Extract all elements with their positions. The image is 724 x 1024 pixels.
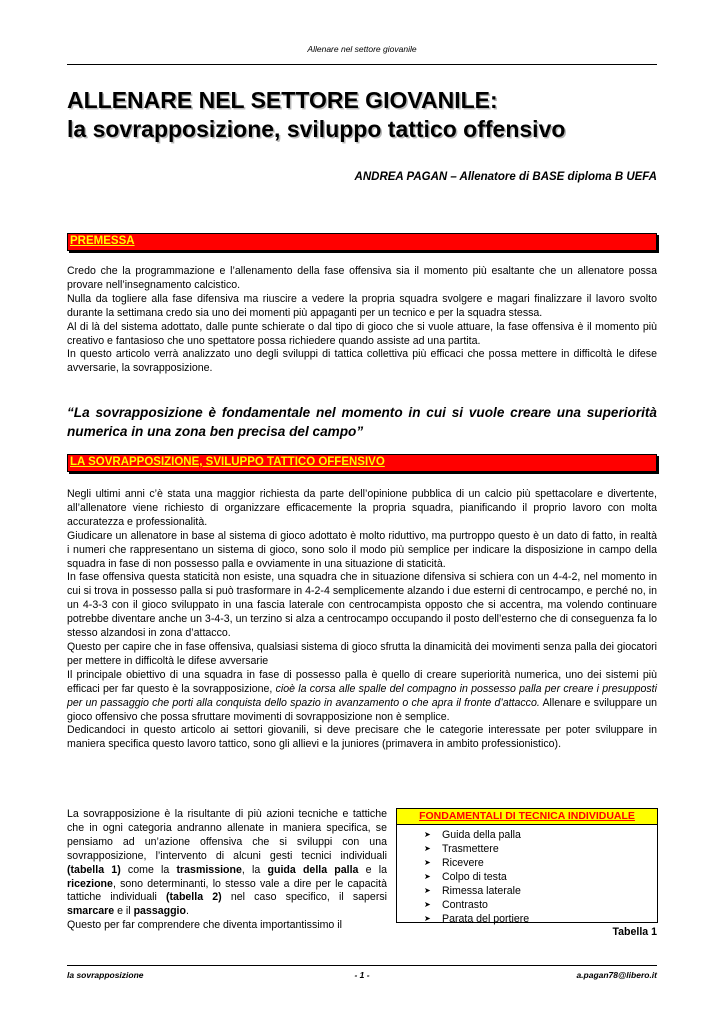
list-item	[424, 884, 657, 898]
list-item	[424, 828, 657, 842]
list-item-label: Trasmettere	[442, 843, 499, 855]
text-run: , sono determinanti, lo stesso vale a dire per le capacità tattiche individuali	[67, 877, 387, 904]
page-title	[67, 86, 667, 144]
definition-text: cioè la corsa alle spalle del compagno in possesso palla per creare i presupposti per un passaggio che porti alla conquista dello spazio in avanzamento o che apra il fronte d’attacco.	[67, 682, 657, 709]
list-item-label: Guida della palla	[442, 829, 521, 841]
list-item-label: Rimessa laterale	[442, 885, 521, 897]
footer-rule	[67, 965, 657, 966]
paragraph: Questo per far comprendere che diventa importantissimo il	[67, 919, 342, 932]
keyword: ricezione	[67, 877, 113, 890]
pull-quote: “La sovrapposizione è fondamentale nel momento in cui si vuole creare una superiorità numerica in una zona ben precisa del campo”	[67, 405, 657, 439]
table-ref: (tabella 1)	[67, 863, 121, 876]
title-line-2: la sovrapposizione, sviluppo tattico offensivo	[67, 116, 566, 142]
text-run: Il principale obiettivo di una squadra in fase di possesso palla è quello di creare superiorità numerica, uno dei sistemi più efficaci per far questo è la sovrapposizione,	[67, 668, 657, 695]
text-run: , la	[241, 863, 268, 876]
running-header: Allenare nel settore giovanile	[307, 44, 417, 54]
text-run: La sovrapposizione è la risultante di più azioni tecniche e tattiche che in ogni categoria andranno allenate in maniera specifica, se pensiamo ad un’azione offensiva che si sviluppi con una sovrapposizione, l’intervento di alcuni gesti tecnici individuali	[67, 808, 387, 862]
paragraph: In fase offensiva questa staticità non esiste, una squadra che in situazione difensiva si schiera con un 4-4-2, nel momento in cui si trova in possesso palla si può trasformare in 4-2-4 semplicemente alzando i due esterni di centrocampo, e perché no, in un 4-3-3 con il gioco sviluppato in una fascia laterale con centrocampista opposto che si accentra, ma volendo continuare potrebbe diventare anche un 3-4-3, un terzino si alza a centrocampo occupando il posto dell’esterno che di conseguenza fa lo stesso alzandosi in zona d’attacco.	[67, 571, 657, 640]
keyword: trasmissione	[176, 863, 242, 876]
paragraph: Dedicandoci in questo articolo ai settori giovanili, si deve precisare che le categorie interessate per poter sviluppare in maniera specifica questo lavoro tattico, sono gli allievi e la juniores (primavera in ambito professionistico).	[67, 724, 657, 751]
section-heading-label: LA SOVRAPPOSIZIONE, SVILUPPO TATTICO OFFENSIVO	[70, 456, 385, 468]
text-run: e il	[114, 905, 134, 918]
paragraph: Negli ultimi anni c’è stata una maggior richiesta da parte dell’opinione pubblica di un calcio più spettacolare e divertente, all’allenatore viene richiesto di organizzare efficacemente la propria squadra, pianificando il proprio lavoro con molta accuratezza e professionalità.	[67, 488, 657, 528]
paragraph: Giudicare un allenatore in base al sistema di gioco adottato è molto riduttivo, ma purtroppo questo è un dato di fatto, in realtà i numeri che rappresentano un sistema di gioco, sono solo il modo più semplice per indicare la disposizione in campo della squadra in fase di non possesso palla e ovviamente in una situazione di staticità.	[67, 529, 657, 570]
table-ref: (tabella 2)	[166, 891, 222, 904]
text-run: Allenare e sviluppare un gioco offensivo che possa sfruttare movimenti di sovrapposizione non è semplice.	[67, 696, 657, 723]
paragraph: In questo articolo verrà analizzato uno degli sviluppi di tattica collettiva più efficaci che possa mettere in difficoltà le difese avversarie, la sovrapposizione.	[67, 348, 657, 375]
arrow-bullet-icon: ➤	[424, 900, 431, 909]
list-item-label: Ricevere	[442, 857, 484, 869]
arrow-bullet-icon: ➤	[424, 872, 431, 881]
list-item-label: Colpo di testa	[442, 871, 507, 883]
table-1-caption: Tabella 1	[612, 926, 657, 938]
author-line: ANDREA PAGAN – Allenatore di BASE diploma B UEFA	[354, 171, 657, 183]
table-1-box	[396, 808, 658, 923]
arrow-bullet-icon: ➤	[424, 858, 431, 867]
table-1-list	[397, 825, 657, 926]
footer-email: a.pagan78@libero.it	[576, 970, 657, 980]
paragraph	[67, 669, 657, 725]
list-item	[424, 870, 657, 884]
paragraph	[67, 808, 387, 919]
paragraph: Al di là del sistema adottato, dalle punte schierate o dal tipo di gioco che si vuole attuare, la fase offensiva è il momento più creativo e fantasioso che uno spettatore possa richiedere quando assiste ad una partita.	[67, 320, 657, 347]
arrow-bullet-icon: ➤	[424, 914, 431, 923]
list-item	[424, 912, 657, 926]
section2-body	[67, 488, 657, 752]
text-run: .	[185, 905, 189, 918]
table-1-heading: FONDAMENTALI DI TECNICA INDIVIDUALE	[397, 809, 657, 825]
header-rule	[67, 64, 657, 65]
keyword: guida della palla	[267, 863, 359, 876]
keyword: smarcare	[67, 905, 115, 918]
list-item	[424, 856, 657, 870]
title-line-1: ALLENARE NEL SETTORE GIOVANILE:	[67, 87, 498, 113]
keyword: passaggio	[133, 905, 186, 918]
list-item	[424, 842, 657, 856]
text-run: come la	[120, 863, 177, 876]
text-run: nel caso specifico, il sapersi	[221, 891, 387, 904]
paragraph: Questo per capire che in fase offensiva, qualsiasi sistema di gioco sfrutta la dinamicità dei movimenti senza palla dei giocatori per mettere in difficoltà le difese avversarie	[67, 640, 657, 667]
arrow-bullet-icon: ➤	[424, 886, 431, 895]
page-number: - 1 -	[354, 970, 370, 980]
list-item	[424, 898, 657, 912]
arrow-bullet-icon: ➤	[424, 844, 431, 853]
footer-left: la sovrapposizione	[67, 970, 144, 980]
split-column-text	[67, 808, 387, 933]
section-heading-label: PREMESSA	[70, 235, 135, 247]
section-heading-sovrapposizione	[67, 454, 657, 472]
premessa-body	[67, 265, 657, 376]
list-item-label: Parata del portiere	[442, 913, 530, 925]
list-item-label: Contrasto	[442, 899, 488, 911]
paragraph: Nulla da togliere alla fase difensiva ma riuscire a vedere la propria squadra svolgere e magari finalizzare il lavoro svolto durante la settimana credo sia uno dei momenti più appaganti per un tecnico e per la squadra stessa.	[67, 292, 657, 319]
paragraph: Credo che la programmazione e l’allenamento della fase offensiva sia il momento più esaltante che un allenatore possa provare nell’insegnamento calcistico.	[67, 265, 657, 291]
arrow-bullet-icon: ➤	[424, 830, 431, 839]
text-run: e la	[358, 863, 388, 876]
section-heading-premessa	[67, 233, 657, 251]
